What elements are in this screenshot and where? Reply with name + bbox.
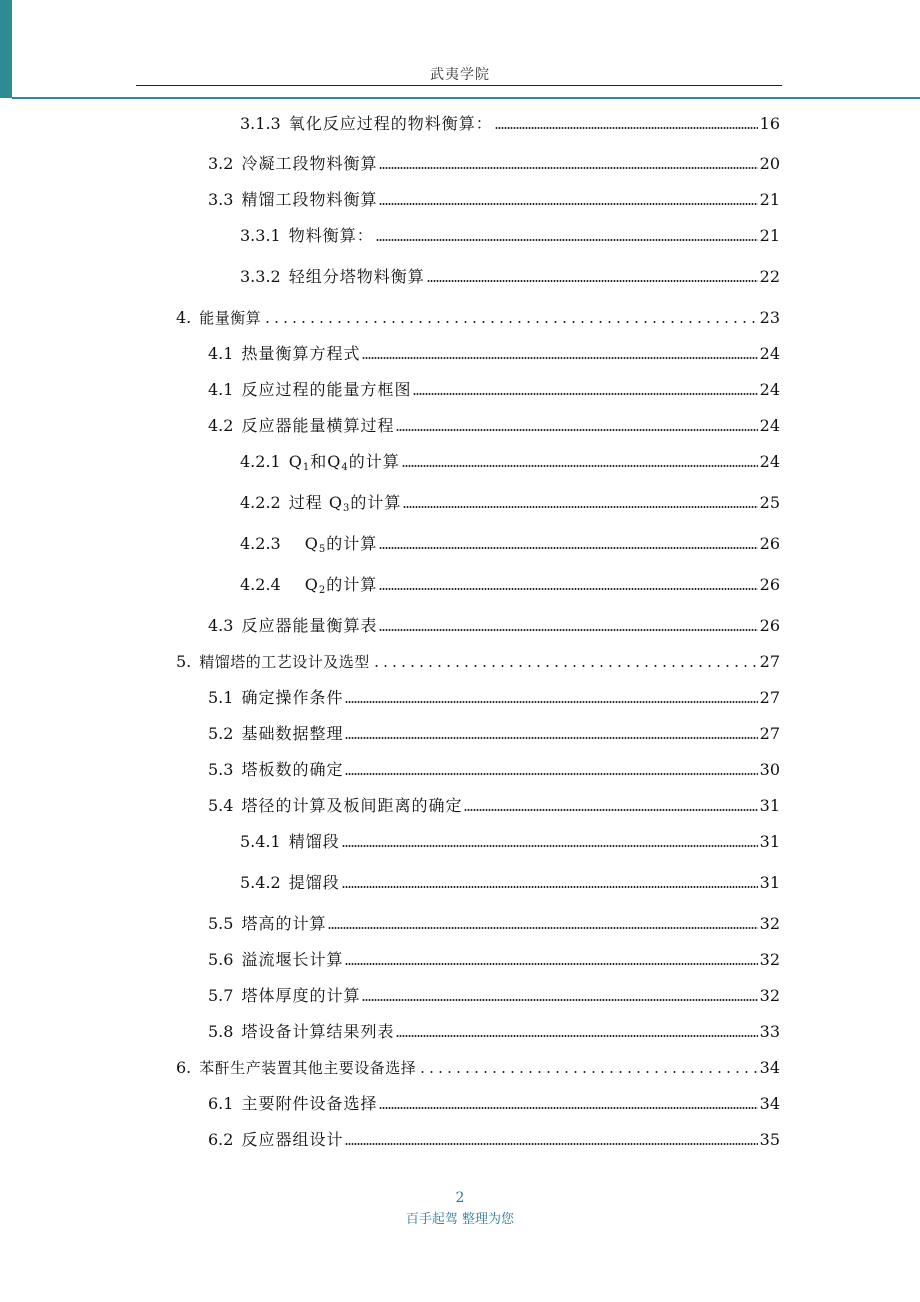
toc-entry[interactable]: 3.2 冷凝工段物料衡算 20 bbox=[208, 154, 780, 173]
toc-entry[interactable]: 6.2 反应器组设计 35 bbox=[208, 1130, 780, 1149]
page-header-title: 武夷学院 bbox=[430, 67, 490, 83]
toc-entry[interactable]: 5.6 溢流堰长计算 32 bbox=[208, 950, 780, 969]
toc-entry[interactable]: 5.8 塔设备计算结果列表 33 bbox=[208, 1022, 780, 1041]
toc-entry[interactable]: 5.3 塔板数的确定 30 bbox=[208, 760, 780, 779]
toc-entry[interactable]: 4.3 反应器能量衡算表 26 bbox=[208, 616, 780, 635]
toc-entry[interactable]: 3.3.1 物料衡算： 21 bbox=[240, 226, 780, 245]
toc-entry[interactable]: 3.3 精馏工段物料衡算 21 bbox=[208, 190, 780, 209]
page-number: 2 bbox=[455, 1190, 465, 1206]
toc-entry[interactable]: 5.4.2 提馏段 31 bbox=[240, 873, 780, 892]
toc-entry[interactable]: 5.5 塔高的计算 32 bbox=[208, 914, 780, 933]
toc-entry[interactable]: 5.7 塔体厚度的计算 32 bbox=[208, 986, 780, 1005]
toc-entry[interactable]: 5.1 确定操作条件 27 bbox=[208, 688, 780, 707]
toc-entry[interactable]: 3.3.2 轻组分塔物料衡算 22 bbox=[240, 267, 780, 286]
toc-chapter-entry[interactable]: 5. 精馏塔的工艺设计及选型 27 bbox=[176, 652, 780, 671]
toc-entry[interactable]: 4.2.3 $Q_5$的计算 26 bbox=[240, 534, 780, 555]
toc-entry[interactable]: 4.1 反应过程的能量方框图 24 bbox=[208, 380, 780, 399]
toc-entry[interactable]: 5.2 基础数据整理 27 bbox=[208, 724, 780, 743]
toc-entry[interactable]: 6.1 主要附件设备选择 34 bbox=[208, 1094, 780, 1113]
toc-entry[interactable]: 4.1 热量衡算方程式 24 bbox=[208, 344, 780, 363]
corner-accent-rule bbox=[12, 97, 920, 99]
footer-note: 百手起驾 整理为您 bbox=[405, 1212, 515, 1227]
header-divider bbox=[136, 85, 782, 86]
toc-entry[interactable]: 5.4.1 精馏段 31 bbox=[240, 832, 780, 851]
toc-entry[interactable]: 4.2 反应器能量横算过程 24 bbox=[208, 416, 780, 435]
toc-entry[interactable]: 4.2.1 $Q_1$和$Q_4$的计算 24 bbox=[240, 452, 780, 473]
toc-entry[interactable]: 4.2.4 $Q_2$的计算 26 bbox=[240, 575, 780, 596]
toc-chapter-entry[interactable]: 4. 能量衡算 23 bbox=[176, 308, 780, 327]
toc-entry[interactable]: 3.1.3 氧化反应过程的物料衡算： 16 bbox=[240, 114, 780, 133]
toc-entry[interactable]: 4.2.2 过程 $Q_3$的计算 25 bbox=[240, 493, 780, 514]
toc-chapter-entry[interactable]: 6. 苯酐生产装置其他主要设备选择 34 bbox=[176, 1058, 780, 1077]
toc-entry[interactable]: 5.4 塔径的计算及板间距离的确定 31 bbox=[208, 796, 780, 815]
